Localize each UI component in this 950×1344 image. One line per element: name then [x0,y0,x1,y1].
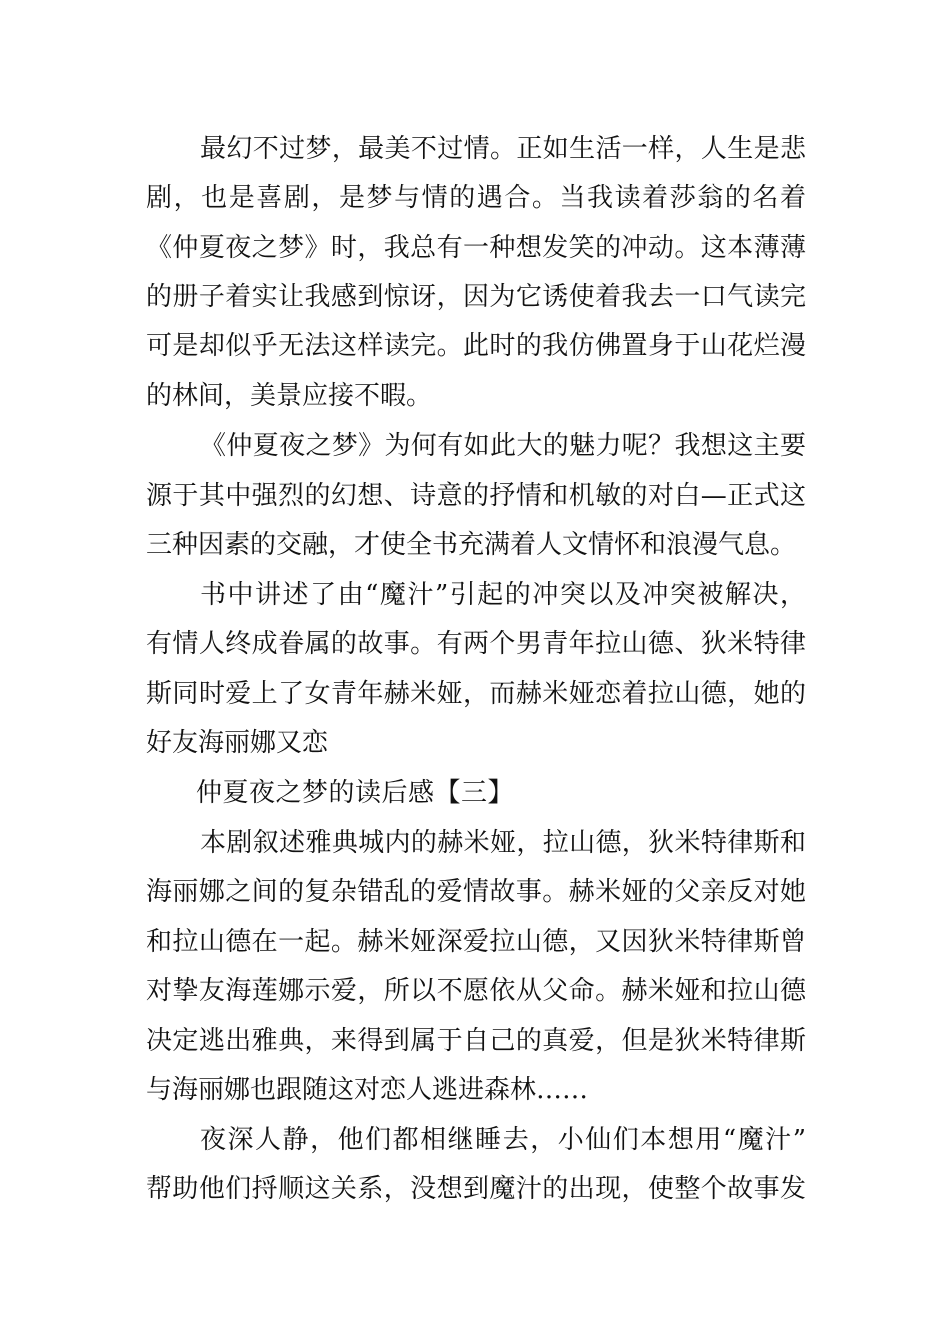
paragraph-3-line-4: 好友海丽娜又恋 [146,728,329,758]
paragraph-4-line-1: 本剧叙述雅典城内的赫米娅，拉山德，狄米特律斯和 [200,828,806,858]
paragraph-1-line-4: 的册子着实让我感到惊讶，因为它诱使着我去一口气读完 [146,282,806,312]
paragraph-4-line-4: 对挚友海莲娜示爱，所以不愿依从父命。赫米娅和拉山德 [146,976,806,1006]
paragraph-4-line-2: 海丽娜之间的复杂错乱的爱情故事。赫米娅的父亲反对她 [146,877,806,907]
paragraph-2-line-2: 源于其中强烈的幻想、诗意的抒情和机敏的对白—正式这 [146,481,806,511]
paragraph-1-line-2: 剧，也是喜剧，是梦与情的遇合。当我读着莎翁的名着 [146,183,806,213]
paragraph-4-line-6: 与海丽娜也跟随这对恋人逃进森林…… [146,1075,589,1105]
paragraph-2-line-3: 三种因素的交融，才使全书充满着人文情怀和浪漫气息。 [146,530,797,560]
paragraph-1-line-3: 《仲夏夜之梦》时，我总有一种想发笑的冲动。这本薄薄 [146,233,806,263]
paragraph-1-line-1: 最幻不过梦，最美不过情。正如生活一样，人生是悲 [200,134,806,164]
paragraph-1-line-6: 的林间，美景应接不暇。 [146,381,433,411]
paragraph-5-line-1: 夜深人静，他们都相继睡去，小仙们本想用“魔汁” [200,1125,806,1155]
paragraph-3-line-3: 斯同时爱上了女青年赫米娅，而赫米娅恋着拉山德，她的 [146,679,806,709]
section-heading: 仲夏夜之梦的读后感【三】 [196,778,515,808]
paragraph-3-line-2: 有情人终成眷属的故事。有两个男青年拉山德、狄米特律 [146,629,806,659]
paragraph-2-line-1: 《仲夏夜之梦》为何有如此大的魅力呢？我想这主要 [200,431,806,461]
paragraph-5-line-2: 帮助他们捋顺这关系，没想到魔汁的出现，使整个故事发 [146,1174,806,1204]
paragraph-4-line-5: 决定逃出雅典，来得到属于自己的真爱，但是狄米特律斯 [146,1026,806,1056]
paragraph-4-line-3: 和拉山德在一起。赫米娅深爱拉山德，又因狄米特律斯曾 [146,927,806,957]
paragraph-1-line-5: 可是却似乎无法这样读完。此时的我仿佛置身于山花烂漫 [146,331,806,361]
paragraph-3-line-1: 书中讲述了由“魔汁”引起的冲突以及冲突被解决， [200,580,806,610]
